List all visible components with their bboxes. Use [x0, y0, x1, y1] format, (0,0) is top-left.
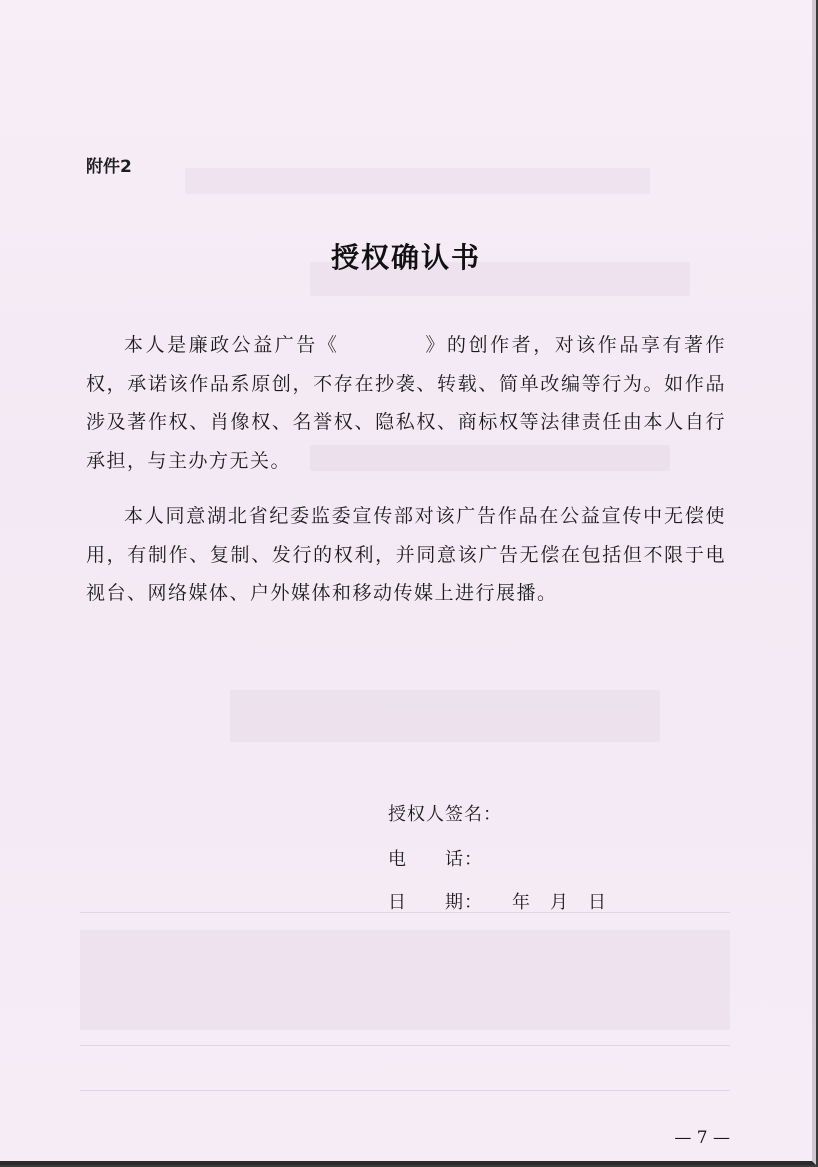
bleed-through-line [80, 1045, 730, 1046]
page-title: 授权确认书 [330, 241, 481, 274]
date-label: 日 期： 年 月 日 [388, 892, 607, 913]
attachment-label: 附件2 [86, 157, 132, 177]
bleed-through-mark [80, 930, 730, 1030]
paragraph-copyright: 本人是廉政公益广告《 》的创作者，对该作品享有著作权，承诺该作品系原创，不存在抄袭、转载、简单改编等行为。如作品涉及著作权、肖像权、名誉权、隐私权、商标权等法律责任由本人自行承担，与主办方无关。 [86, 334, 726, 472]
page-number: — 7 — [674, 1128, 730, 1148]
phone-label: 电 话： [388, 849, 483, 870]
bleed-through-line [80, 1090, 730, 1091]
signer-label: 授权人签名： [388, 804, 502, 825]
paragraph-usage-consent: 本人同意湖北省纪委监委宣传部对该广告作品在公益宣传中无偿使用，有制作、复制、发行的权利，并同意该广告无偿在包括但不限于电视台、网络媒体、户外媒体和移动传媒上进行展播。 [86, 505, 726, 604]
bleed-through-mark [185, 168, 650, 194]
bleed-through-mark [230, 690, 660, 742]
